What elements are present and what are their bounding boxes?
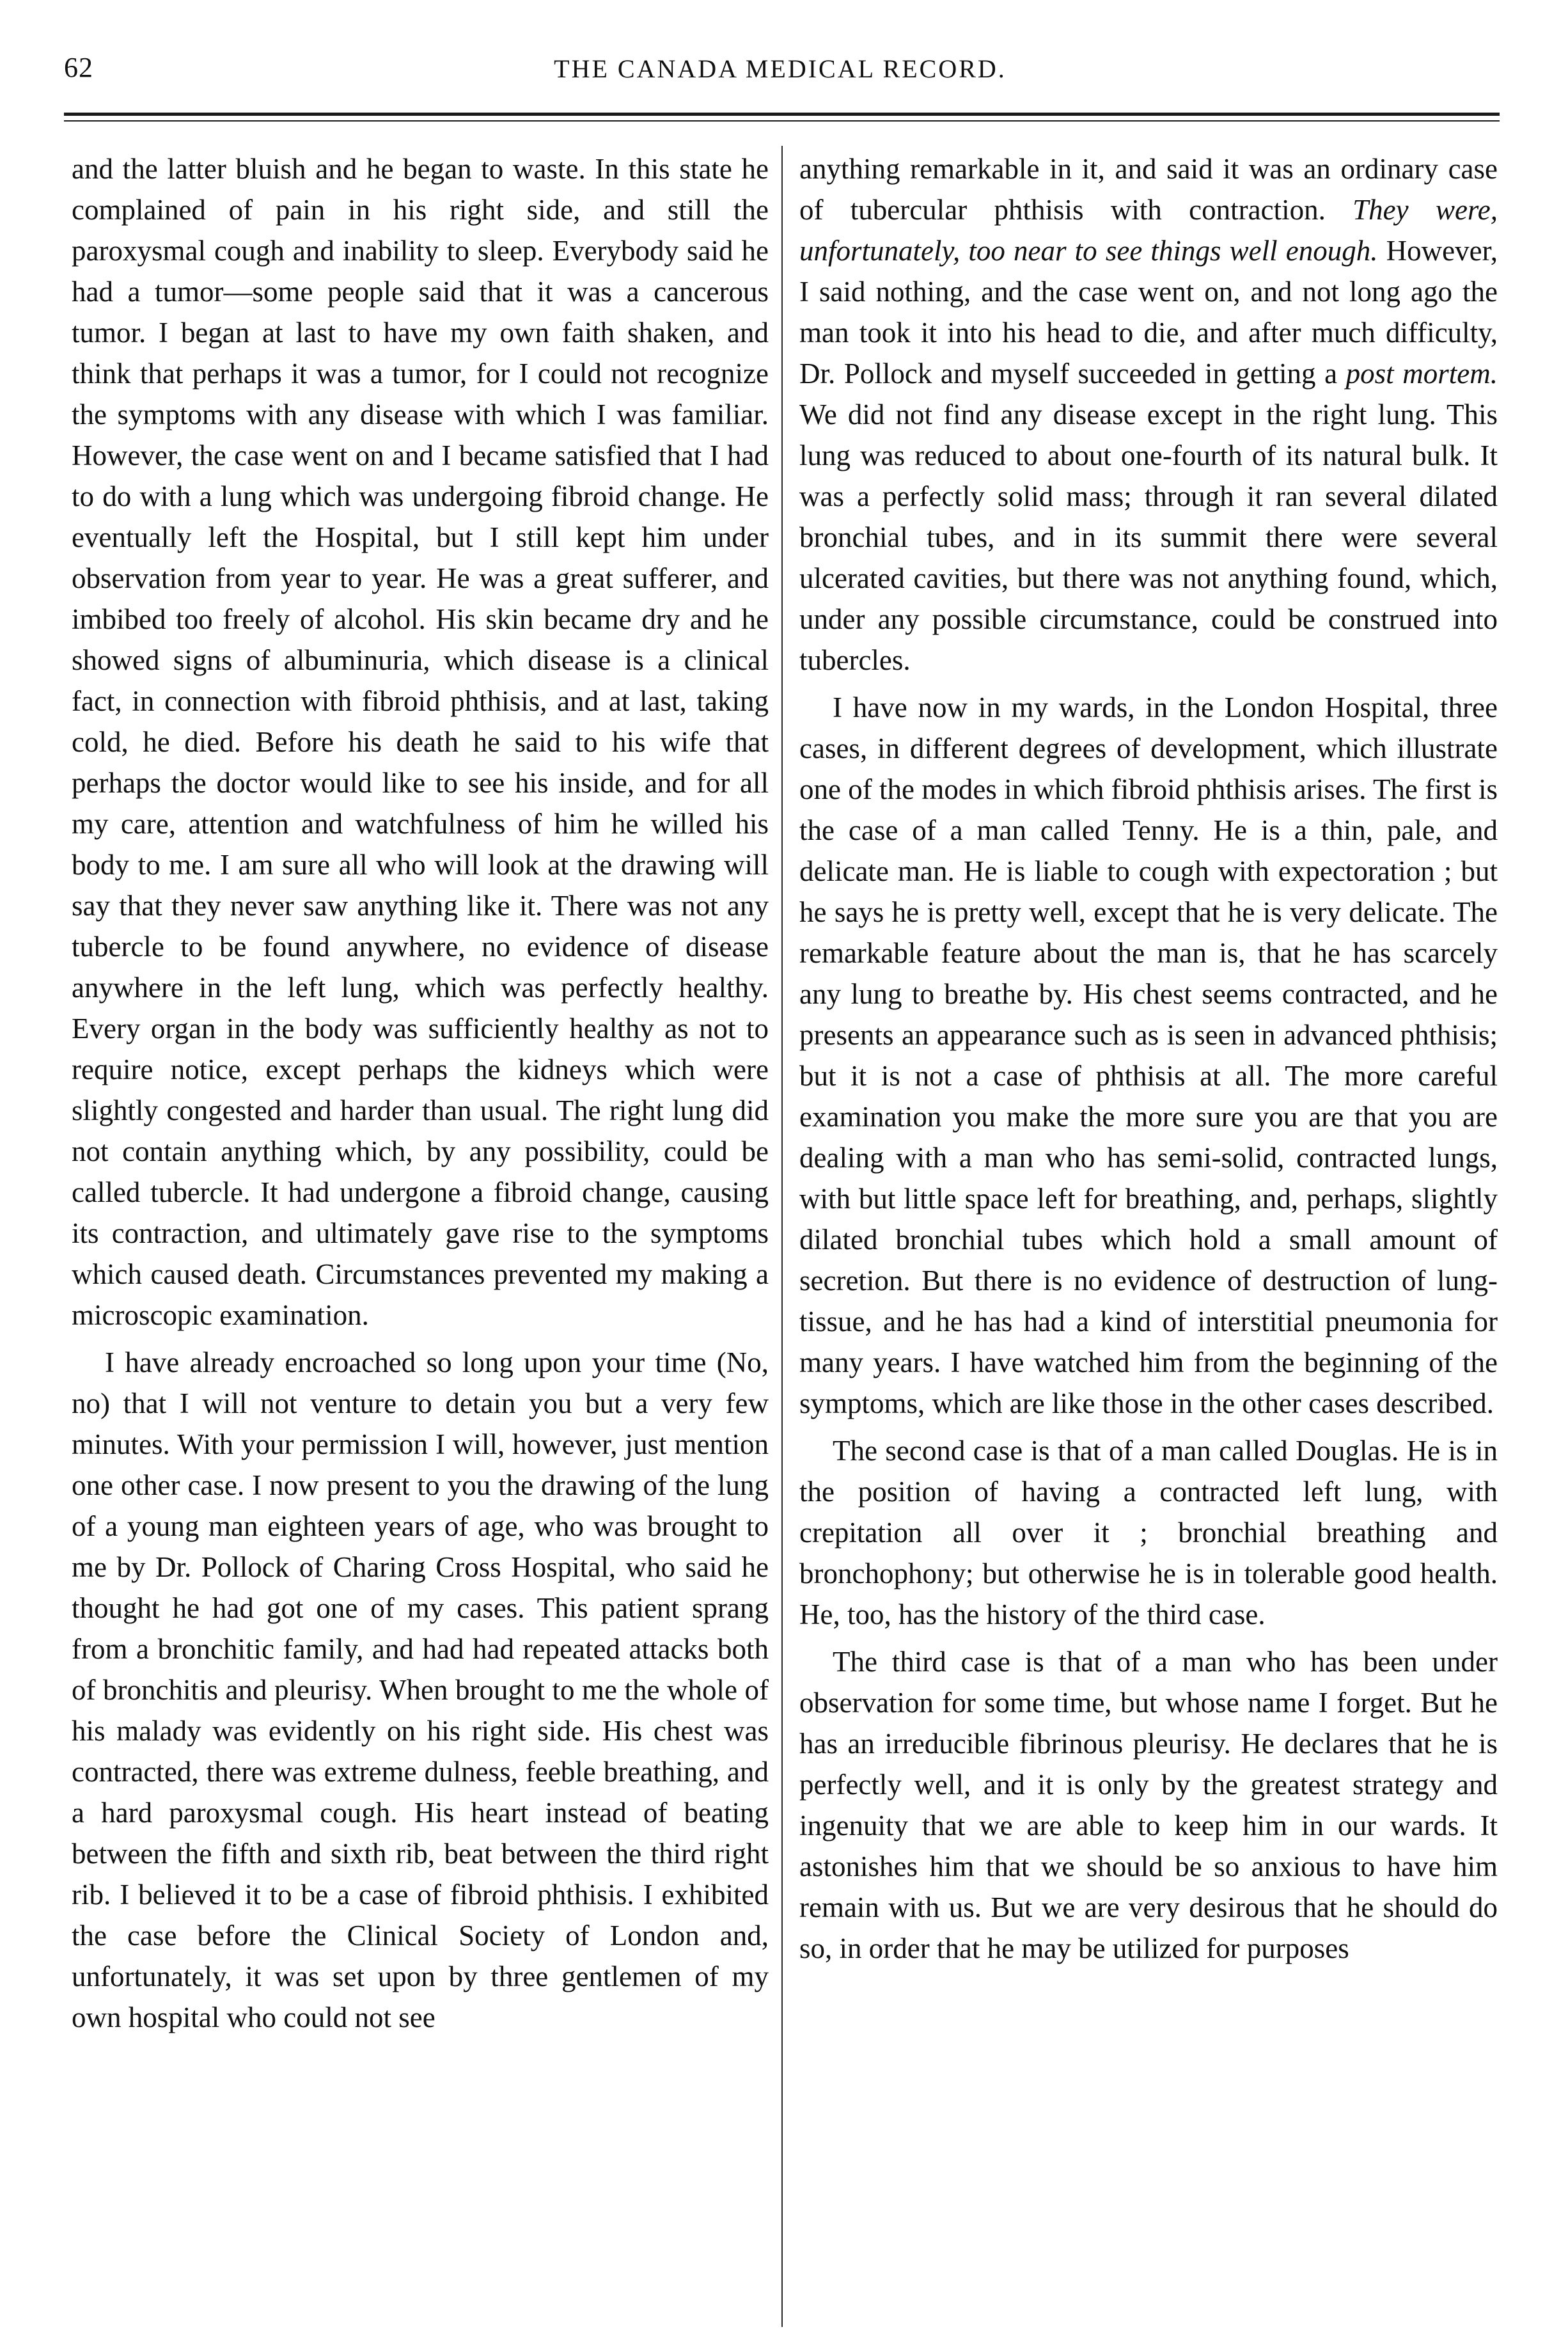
header-rule-thin (64, 120, 1500, 122)
right-paragraph-1-italic: They were, unfortunately, too near to see things well enough. (799, 194, 1498, 267)
right-paragraph-1-part-b: However, I said nothing, and the case went on, and not long ago the man took it into his head to die, and after much difficulty, Dr. Pollock and myself succeeded in getting a (799, 235, 1498, 390)
column-divider (781, 146, 783, 2327)
right-paragraph-1-part-c: We did not find any disease except in the right lung. This lung was reduced to about one-fourth of its natural bulk. It was a perfectly solid mass; through it ran several dilated bronchial tubes, and in its summit there were several ulcerated cavities, but there was not anything found, which, under any possible circumstance, could be construed into tubercles. (799, 398, 1498, 676)
right-paragraph-4: The third case is that of a man who has been under observation for some time, but whose name I forget. But he has an irreducible fibrinous pleurisy. He declares that he is perfectly well, and it is only by the greatest strategy and ingenuity that we are able to keep him in our wards. It astonishes him that we should be so anxious to have him remain with us. But we are very desirous that he should do so, in order that he may be utilized for purposes (799, 1646, 1498, 1964)
right-paragraph-1 (799, 148, 1498, 681)
right-paragraph-1-part-a: anything remarkable in it, and said it was an ordinary case of tubercular phthisis with contraction. (799, 153, 1498, 226)
right-paragraph-3: The second case is that of a man called Douglas. He is in the position of having a contracted left lung, with crepitation all over it ; bronchial breathing and bronchophony; but otherwise he is in tolerable good health. He, too, has the history of the third case. (799, 1435, 1498, 1630)
right-column (799, 148, 1498, 1969)
left-column (72, 148, 769, 2038)
running-title: THE CANADA MEDICAL RECORD. (554, 54, 1007, 83)
left-paragraph-2: I have already encroached so long upon your time (No, no) that I will not venture to detain you but a very few minutes. With your permission I will, however, just mention one other case. I now present to you the drawing of the lung of a young man eighteen years of age, who was brought to me by Dr. Pollock of Charing Cross Hospital, who said he thought he had got one of my cases. This patient sprang from a bronchitic family, and had had repeated attacks both of bronchitis and pleurisy. When brought to me the whole of his malady was evidently on his right side. His chest was contracted, there was extreme dulness, feeble breathing, and a hard paroxysmal cough. His heart instead of beating between the fifth and sixth rib, beat between the third right rib. I believed it to be a case of fibroid phthisis. I exhibited the case before the Clinical Society of London and, unfortunately, it was set upon by three gentlemen of my own hospital who could not see (72, 1346, 769, 2033)
header-rule-thick (64, 113, 1500, 116)
right-paragraph-2: I have now in my wards, in the London Hospital, three cases, in different degrees of development, which illustrate one of the modes in which fibroid phthisis arises. The first is the case of a man called Tenny. He is a thin, pale, and delicate man. He is liable to cough with expectoration ; but he says he is pretty well, except that he is very delicate. The remarkable feature about the man is, that he has scarcely any lung to breathe by. His chest seems contracted, and he presents an appearance such as is seen in advanced phthisis; but it is not a case of phthisis at all. The more careful examination you make the more sure you are that you are dealing with a man who has semi-solid, contracted lungs, with but little space left for breathing, and, perhaps, slightly dilated bronchial tubes which hold a small amount of secretion. But there is no evidence of destruction of lung-tissue, and he has had a kind of interstitial pneumonia for many years. I have watched him from the beginning of the symptoms, which are like those in the other cases described. (799, 691, 1498, 1419)
page-header (64, 51, 1496, 102)
right-paragraph-1-italic-2: post mortem. (1345, 358, 1498, 390)
left-paragraph-1: and the latter bluish and he began to waste. In this state he complained of pain in his right side, and still the paroxysmal cough and inability to sleep. Everybody said he had a tumor—some people said that it was a cancerous tumor. I began at last to have my own faith shaken, and think that perhaps it was a tumor, for I could not recognize the symptoms with any disease with which I was familiar. However, the case went on and I became satisfied that I had to do with a lung which was undergoing fibroid change. He eventually left the Hospital, but I still kept him under observation from year to year. He was a great sufferer, and imbibed too freely of alcohol. His skin became dry and he showed signs of albuminuria, which disease is a clinical fact, in connection with fibroid phthisis, and at last, taking cold, he died. Before his death he said to his wife that perhaps the doctor would like to see his inside, and for all my care, attention and watchfulness of him he willed his body to me. I am sure all who will look at the drawing will say that they never saw anything like it. There was not any tubercle to be found anywhere, no evidence of disease anywhere in the left lung, which was perfectly healthy. Every organ in the body was sufficiently healthy as not to require notice, except perhaps the kidneys which were slightly congested and harder than usual. The right lung did not contain anything which, by any possibility, could be called tubercle. It had undergone a fibroid change, causing its contraction, and ultimately gave rise to the symptoms which caused death. Circumstances prevented my making a microscopic examination. (72, 153, 769, 1331)
page-number: 62 (64, 52, 93, 83)
